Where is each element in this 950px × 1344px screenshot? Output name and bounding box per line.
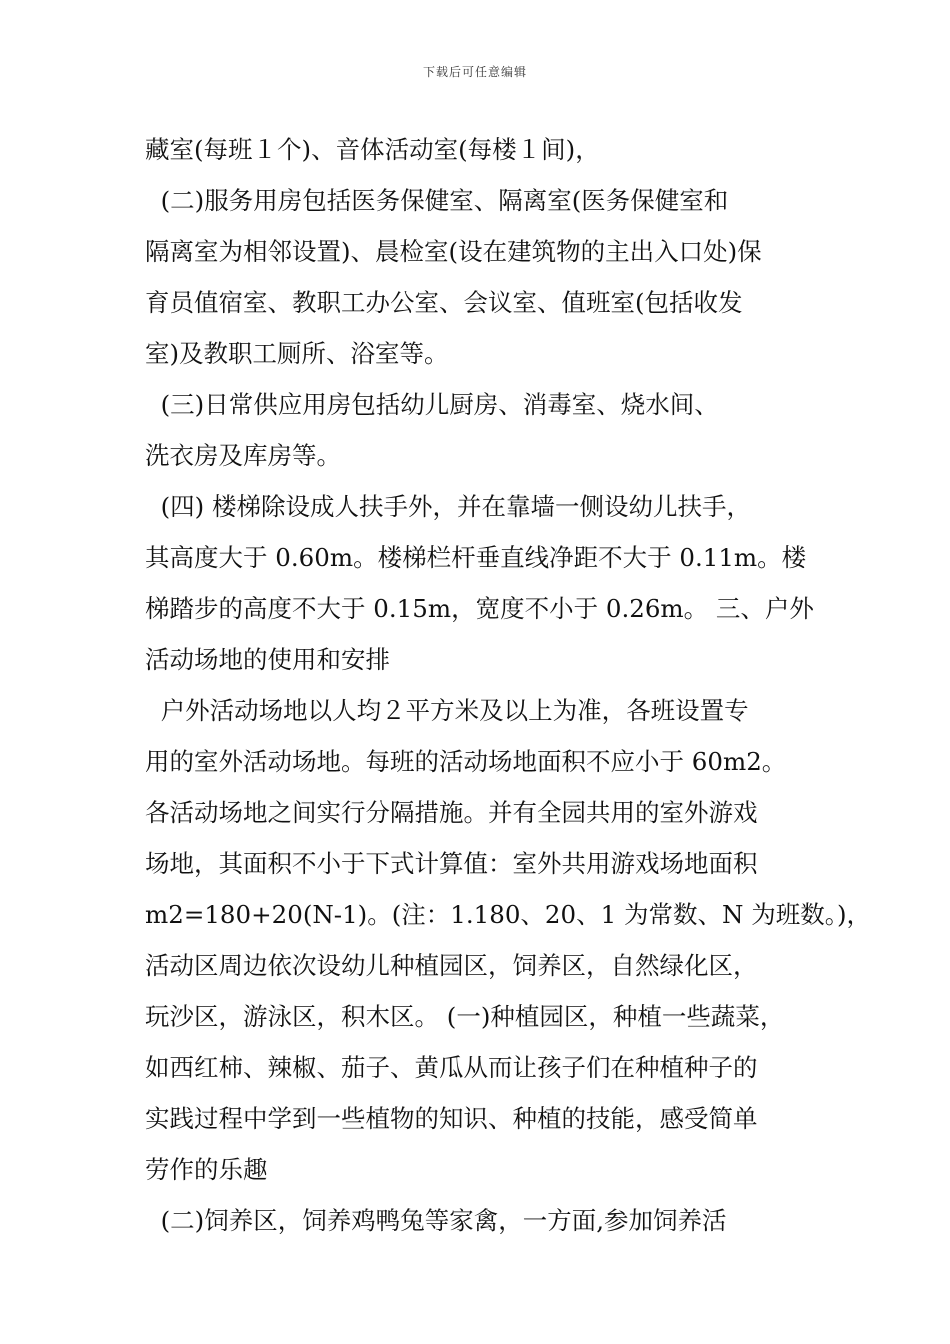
body-text [145,128,872,1250]
text-line: 活动场地的使用和安排 [145,645,390,674]
text-line: m2=180+20(N-1)。(注：1.180、20、1 为常数、N 为班数。)， [145,900,872,929]
text-line: 实践过程中学到一些植物的知识、种植的技能，感受简单 [145,1104,758,1133]
text-line: 户外活动场地以人均２平方米及以上为准，各班设置专 [145,696,749,725]
text-line: 玩沙区，游泳区，积木区。 (一)种植园区，种植一些蔬菜， [145,1002,785,1031]
text-line: (四) 楼梯除设成人扶手外，并在靠墙一侧设幼儿扶手， [145,492,751,521]
text-line: 如西红柿、辣椒、茄子、黄瓜从而让孩子们在种植种子的 [145,1053,758,1082]
text-line: (三)日常供应用房包括幼儿厨房、消毒室、烧水间、 [145,390,719,419]
text-line: 洗衣房及库房等。 [145,441,341,470]
text-line: 梯踏步的高度不大于 0.15m，宽度不小于 0.26m。 三、户外 [145,594,814,623]
text-line: 各活动场地之间实行分隔措施。并有全园共用的室外游戏 [145,798,758,827]
page-header-note: 下载后可任意编辑 [422,65,527,79]
text-line: (二)饲养区，饲养鸡鸭兔等家禽，一方面,参加饲养活 [145,1206,727,1235]
text-line: 用的室外活动场地。每班的活动场地面积不应小于 60m2。 [145,747,787,776]
text-line: 场地，其面积不小于下式计算值：室外共用游戏场地面积 [145,849,758,878]
text-line: 藏室(每班１个)、音体活动室(每楼１间)， [145,135,600,164]
text-line: (二)服务用房包括医务保健室、隔离室(医务保健室和 [145,186,729,215]
text-line: 室)及教职工厕所、浴室等。 [145,339,449,368]
text-line: 劳作的乐趣 [145,1155,268,1184]
text-line: 其高度大于 0.60m。楼梯栏杆垂直线净距不大于 0.11m。楼 [145,543,807,572]
text-line: 育员值宿室、教职工办公室、会议室、值班室(包括收发 [145,288,743,317]
text-line: 活动区周边依次设幼儿种植园区，饲养区，自然绿化区， [145,951,758,980]
text-line: 隔离室为相邻设置)、晨检室(设在建筑物的主出入口处)保 [145,237,762,266]
